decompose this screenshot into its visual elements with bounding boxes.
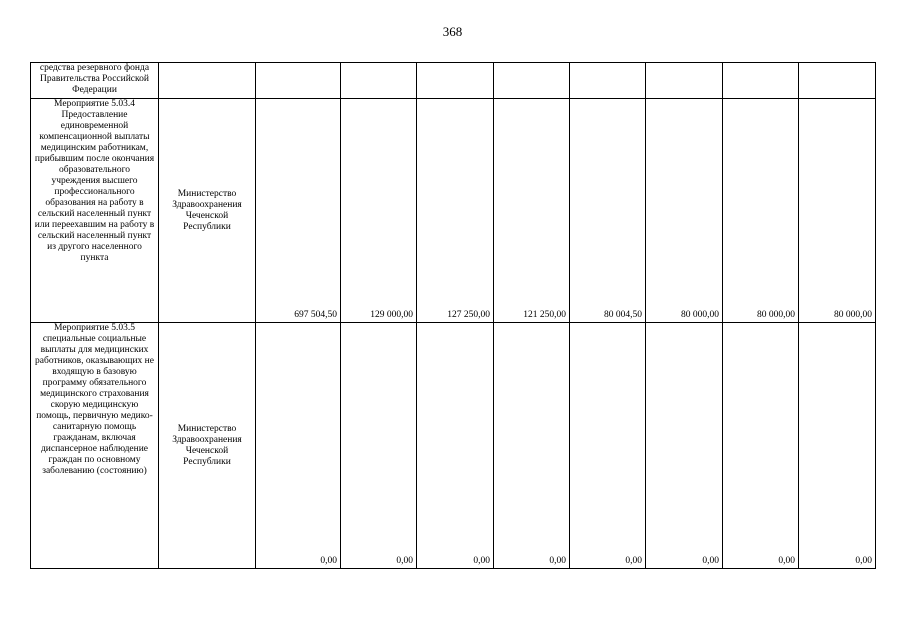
value-cell: 697 504,50: [256, 99, 341, 323]
value-cell: 80 000,00: [723, 99, 799, 323]
value-cell: 0,00: [723, 323, 799, 569]
executor-cell: [159, 63, 256, 99]
value-cell: 0,00: [494, 323, 570, 569]
table-row: [31, 63, 876, 99]
value-cell: [494, 63, 570, 99]
table-row: [31, 99, 876, 323]
activity-name-cell: средства резервного фонда Правительства Российской Федерации: [31, 63, 159, 99]
value-cell: [570, 63, 646, 99]
value-cell: [799, 63, 876, 99]
value-cell: [646, 63, 723, 99]
value-cell: [417, 63, 494, 99]
value-cell: [256, 63, 341, 99]
value-cell: [341, 63, 417, 99]
executor-cell: Министерство Здравоохранения Чеченской Республики: [159, 99, 256, 323]
activity-name-cell: Мероприятие 5.03.4 Предоставление единовременной компенсационной выплаты медицинским работникам, прибывшим после окончания образовательного учреждения высшего профессионального образования на работу в сельский населенный пункт или переехавшим на работу в сельский населенный пункт из другого населенного пункта: [31, 99, 159, 323]
value-cell: 80 004,50: [570, 99, 646, 323]
value-cell: 129 000,00: [341, 99, 417, 323]
value-cell: 0,00: [570, 323, 646, 569]
value-cell: 121 250,00: [494, 99, 570, 323]
value-cell: [723, 63, 799, 99]
value-cell: 0,00: [256, 323, 341, 569]
value-cell: 127 250,00: [417, 99, 494, 323]
value-cell: 80 000,00: [646, 99, 723, 323]
executor-cell: Министерство Здравоохранения Чеченской Республики: [159, 323, 256, 569]
table-row: [31, 323, 876, 569]
value-cell: 0,00: [417, 323, 494, 569]
value-cell: 80 000,00: [799, 99, 876, 323]
page-number: 368: [442, 24, 463, 39]
value-cell: 0,00: [799, 323, 876, 569]
activity-name-cell: Мероприятие 5.03.5 специальные социальные выплаты для медицинских работников, оказывающих не входящую в базовую программу обязательного медицинского страхования скорую медицинскую помощь, первичную медико-санитарную помощь гражданам, включая диспансерное наблюдение граждан по основному заболеванию (состоянию): [31, 323, 159, 569]
value-cell: 0,00: [341, 323, 417, 569]
budget-table: [30, 62, 876, 569]
value-cell: 0,00: [646, 323, 723, 569]
